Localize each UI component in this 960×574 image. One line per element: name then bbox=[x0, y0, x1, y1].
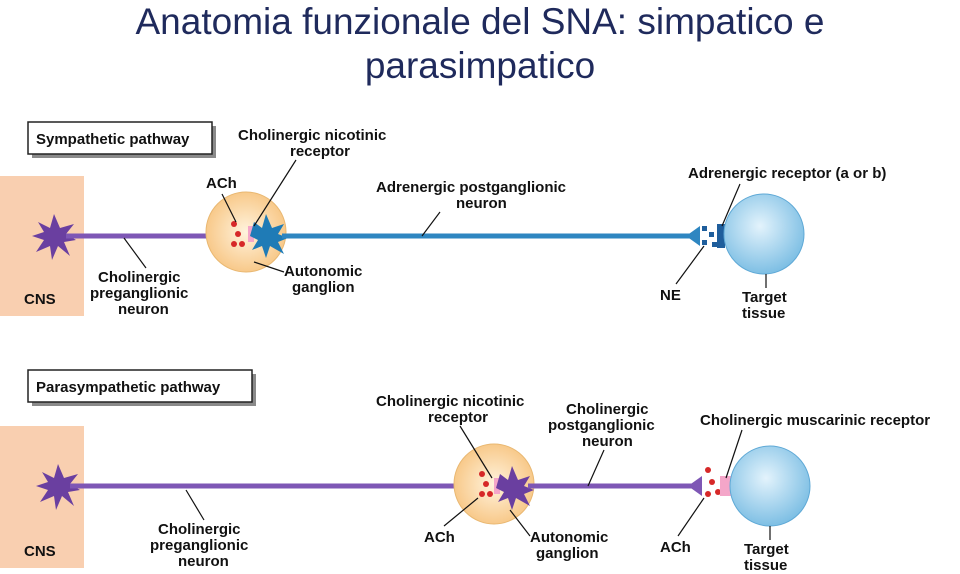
parasympathetic-heading-box bbox=[28, 370, 256, 406]
muscarinic-receptor-label: Cholinergic muscarinic receptor bbox=[700, 412, 931, 429]
parasympathetic-heading: Parasympathetic pathway bbox=[36, 379, 221, 396]
svg-text:receptor: receptor bbox=[428, 409, 489, 426]
svg-text:neuron: neuron bbox=[582, 433, 633, 450]
cns-label: CNS bbox=[24, 291, 56, 308]
ne-vesicles bbox=[702, 226, 717, 247]
sympathetic-pathway bbox=[0, 122, 886, 322]
target-tissue-sympathetic bbox=[724, 194, 804, 274]
svg-text:Cholinergic nicotinic: Cholinergic nicotinic bbox=[376, 393, 525, 410]
svg-text:Cholinergic: Cholinergic bbox=[98, 269, 181, 286]
svg-text:receptor: receptor bbox=[290, 143, 351, 160]
postganglionic-terminal-para bbox=[688, 476, 702, 496]
title-line-2: parasimpatico bbox=[364, 45, 596, 86]
svg-text:ganglion: ganglion bbox=[536, 545, 599, 562]
cns-label-para: CNS bbox=[24, 543, 56, 560]
preganglionic-leader-para bbox=[186, 490, 204, 520]
parasympathetic-pathway bbox=[0, 370, 930, 574]
postganglionic-label bbox=[376, 179, 566, 212]
ne-label: NE bbox=[660, 287, 681, 304]
svg-text:Target: Target bbox=[744, 541, 789, 558]
preganglionic-label-para bbox=[150, 521, 248, 570]
postganglionic-leader-para bbox=[588, 450, 604, 486]
target-label-sympathetic bbox=[742, 289, 787, 322]
svg-text:tissue: tissue bbox=[742, 305, 786, 322]
svg-text:Cholinergic: Cholinergic bbox=[158, 521, 241, 538]
ganglion-label bbox=[284, 263, 362, 296]
svg-text:Target: Target bbox=[742, 289, 787, 306]
postganglionic-leader bbox=[422, 212, 440, 236]
svg-text:ganglion: ganglion bbox=[292, 279, 355, 296]
svg-text:neuron: neuron bbox=[456, 195, 507, 212]
svg-text:Autonomic: Autonomic bbox=[530, 529, 609, 546]
target-tissue-parasympathetic bbox=[730, 446, 810, 526]
ganglion-label-para bbox=[530, 529, 608, 562]
sympathetic-heading: Sympathetic pathway bbox=[36, 131, 190, 148]
sympathetic-heading-box bbox=[28, 122, 216, 158]
ach-leader-target bbox=[678, 498, 704, 536]
svg-text:neuron: neuron bbox=[178, 553, 229, 570]
nicotinic-receptor-label bbox=[238, 127, 386, 160]
ne-leader bbox=[676, 246, 704, 284]
nicotinic-receptor-label-para bbox=[376, 393, 524, 426]
adrenergic-receptor-label: Adrenergic receptor (a or b) bbox=[688, 165, 887, 182]
svg-text:Autonomic: Autonomic bbox=[284, 263, 363, 280]
svg-text:preganglionic: preganglionic bbox=[150, 537, 249, 554]
ach-label: ACh bbox=[206, 175, 237, 192]
svg-text:Adrenergic postganglionic: Adrenergic postganglionic bbox=[376, 179, 567, 196]
svg-text:Cholinergic nicotinic: Cholinergic nicotinic bbox=[238, 127, 387, 144]
svg-text:neuron: neuron bbox=[118, 301, 169, 318]
ach-vesicles-target bbox=[705, 467, 721, 497]
title-line-1: Anatomia funzionale del SNA: simpatico e bbox=[135, 1, 825, 42]
adrenergic-terminal bbox=[686, 226, 700, 246]
ach-label-target: ACh bbox=[660, 539, 691, 556]
preganglionic-label bbox=[90, 269, 188, 318]
target-label-parasympathetic bbox=[744, 541, 789, 574]
svg-text:preganglionic: preganglionic bbox=[90, 285, 189, 302]
svg-text:postganglionic: postganglionic bbox=[548, 417, 655, 434]
svg-text:tissue: tissue bbox=[744, 557, 788, 574]
ach-label-para: ACh bbox=[424, 529, 455, 546]
postganglionic-label-para bbox=[548, 401, 655, 450]
preganglionic-leader bbox=[124, 238, 146, 268]
svg-text:Cholinergic: Cholinergic bbox=[566, 401, 649, 418]
